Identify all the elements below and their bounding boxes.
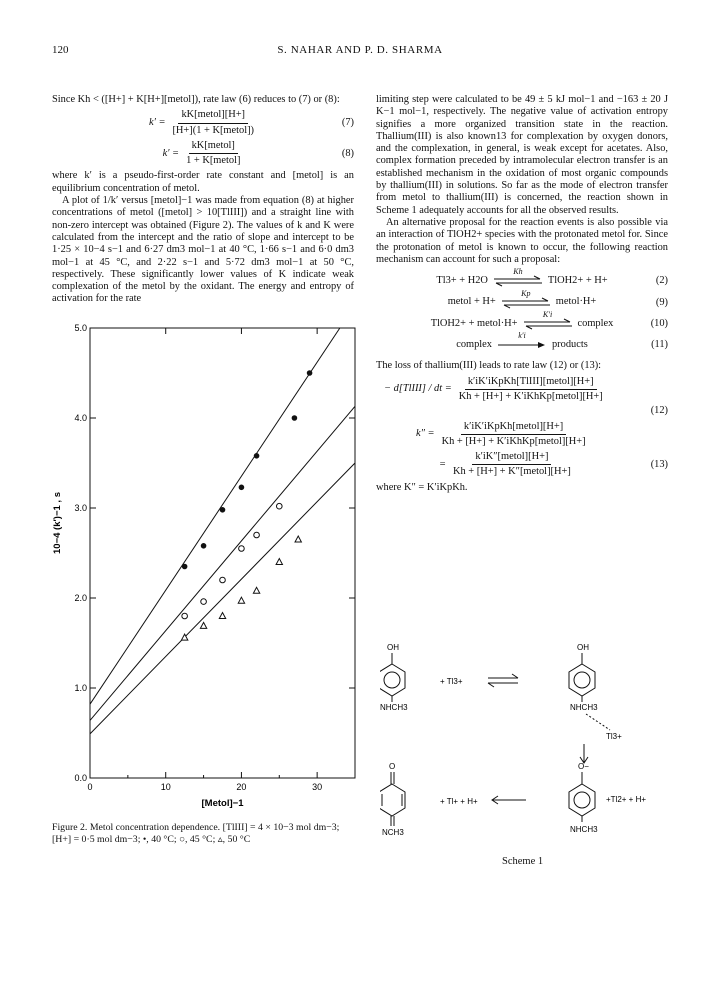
rxn2-number: (2) bbox=[655, 275, 668, 287]
equation-13b bbox=[376, 451, 668, 479]
rxn9-number: (9) bbox=[655, 296, 668, 308]
eq7-denominator: [H+](1 + K[metol]) bbox=[172, 124, 255, 136]
eq7-numerator: kK[metol][H+] bbox=[178, 109, 248, 123]
y-tick-label: 2.0 bbox=[74, 593, 87, 603]
scheme-1-caption: Scheme 1 bbox=[502, 856, 544, 867]
eq12-number: (12) bbox=[650, 405, 668, 417]
equation-13a bbox=[376, 421, 668, 449]
eq8-denominator: 1 + K[metol] bbox=[186, 155, 241, 167]
where-clause: where K″ = K′iKpKh. bbox=[376, 481, 468, 493]
plot-frame bbox=[90, 328, 355, 778]
rxn11-left: complex bbox=[456, 339, 492, 351]
reaction-10 bbox=[376, 309, 668, 330]
data-point-series-3 bbox=[276, 559, 282, 565]
fit-line-series-3 bbox=[90, 463, 355, 734]
nhch3-label: NHCH3 bbox=[380, 703, 408, 712]
x-tick-label: 20 bbox=[236, 782, 247, 792]
o-label: O bbox=[389, 762, 396, 771]
eq8-numerator: kK[metol] bbox=[189, 140, 238, 154]
page-number: 120 bbox=[52, 44, 69, 56]
data-point-series-2 bbox=[201, 599, 207, 605]
eq8-number: (8) bbox=[341, 147, 354, 159]
x-tick-label: 30 bbox=[312, 782, 323, 792]
data-point-series-1 bbox=[201, 543, 207, 549]
tl3-label: Tl3+ bbox=[606, 732, 622, 741]
eq13a-numerator: k′iK′iKpKh[metol][H+] bbox=[461, 421, 566, 435]
o-minus-label: O− bbox=[578, 762, 589, 771]
equilibrium-arrow-scheme bbox=[488, 674, 518, 687]
data-point-series-2 bbox=[182, 613, 188, 619]
rxn10-right: complex bbox=[577, 317, 614, 329]
right-paragraph-2: An alternative proposal for the reaction events is also possible via an interaction of TlOH2+ species with the protonated metol for. Since the protonation of metol is known to occur, the following reaction mechanism can account for such a proposal: bbox=[376, 216, 668, 265]
rxn2-right: TlOH2+ + H+ bbox=[547, 275, 608, 287]
plus-tl-label: + Tl3+ bbox=[440, 677, 463, 686]
left-column bbox=[52, 94, 354, 306]
eq12-denominator: Kh + [H+] + K′iKhKp[metol][H+] bbox=[458, 390, 603, 402]
rxn11-constant: k′i bbox=[518, 331, 526, 341]
data-point-series-2 bbox=[239, 546, 245, 552]
rxn10-left: TlOH2+ + metol·H+ bbox=[430, 317, 518, 329]
equation-12 bbox=[376, 376, 668, 404]
data-point-series-2 bbox=[254, 532, 260, 538]
forward-arrow bbox=[498, 331, 546, 351]
data-point-series-1 bbox=[307, 370, 313, 376]
page-header bbox=[52, 44, 668, 64]
rxn2-constant: Kh bbox=[513, 267, 523, 277]
down-arrow bbox=[580, 744, 588, 763]
eq7-number: (7) bbox=[341, 116, 354, 128]
right-paragraph-3: The loss of thallium(III) leads to rate law (12) or (13): bbox=[376, 360, 602, 372]
equilibrium-arrow bbox=[502, 288, 550, 309]
rxn11-right: products bbox=[551, 339, 588, 351]
figure-2-chart bbox=[40, 318, 370, 818]
figure-2-caption: Figure 2. Metol concentration dependence. [TlIII] = 4 × 10−3 mol dm−3; [H+] = 0·5 mol dm−3; •, 40 °C; ○, 45 °C; ▵, 50 °C bbox=[52, 822, 340, 845]
rxn10-constant: K′i bbox=[542, 309, 553, 319]
data-point-series-3 bbox=[253, 587, 259, 593]
y-tick-label: 0.0 bbox=[74, 773, 87, 783]
phenol-structure-right bbox=[569, 644, 622, 741]
x-tick-label: 10 bbox=[160, 782, 171, 792]
equation-8 bbox=[52, 140, 354, 168]
data-point-series-1 bbox=[292, 415, 298, 421]
y-tick-label: 3.0 bbox=[74, 503, 87, 513]
x-tick-label: 0 bbox=[87, 782, 93, 792]
tl-h-products-label: + Tl+ + H+ bbox=[440, 797, 478, 806]
phenol-structure-left bbox=[380, 644, 408, 712]
reaction-2 bbox=[376, 267, 668, 287]
data-point-series-1 bbox=[239, 485, 245, 491]
y-axis-label: 10−4 (k′)−1 , s bbox=[52, 492, 63, 554]
right-column bbox=[376, 94, 668, 494]
rxn9-right: metol·H+ bbox=[555, 296, 597, 308]
left-paragraph-1: where k′ is a pseudo-first-order rate constant and [metol] is an equilibrium concentration of metol. bbox=[52, 170, 354, 194]
y-tick-label: 4.0 bbox=[74, 413, 87, 423]
data-point-series-2 bbox=[276, 503, 282, 509]
eq12-lhs: − d[TlIII] / dt = bbox=[384, 383, 452, 395]
left-paragraph-2: A plot of 1/k′ versus [metol]−1 was made from equation (8) at higher concentrations of metol ([metol] > 10[TlIII]) and a straight line with non-zero intercept was obtained (Figure 2). The values of k and K were calculated from the intercept and the ratio of slope and intercept to be 1·25 × 10−4 s−1 and 6·27 dm3 mol−1 at 40 °C, 1·66 s−1 and 6·0 dm3 mol−1 at 45 °C, and 2·22 s−1 and 5·72 dm3 mol−1 at 50 °C, respectively. These significantly lower values of K indicate weak complexation of the metol by the oxidant. The energy and entropy of activation for the rate bbox=[52, 195, 354, 305]
eq13b-number: (13) bbox=[650, 458, 668, 470]
nch3-label: NCH3 bbox=[382, 828, 404, 837]
eq8-lhs: k′ = bbox=[162, 147, 180, 159]
y-tick-label: 1.0 bbox=[74, 683, 87, 693]
scheme-1-diagram bbox=[380, 644, 670, 844]
equilibrium-arrow bbox=[494, 267, 542, 287]
rxn2-left: Tl3+ + H2O bbox=[436, 275, 488, 287]
eq7-lhs: k′ = bbox=[148, 116, 166, 128]
rxn9-left: metol + H+ bbox=[447, 296, 496, 308]
nhch3-label: NHCH3 bbox=[570, 825, 598, 834]
rxn9-constant: Kp bbox=[521, 288, 531, 298]
back-arrow bbox=[492, 796, 526, 804]
oh-label: OH bbox=[577, 644, 589, 652]
eq13a-denominator: Kh + [H+] + K′iKhKp[metol][H+] bbox=[441, 435, 586, 447]
eq13b-lhs: = bbox=[439, 458, 447, 470]
data-point-series-3 bbox=[200, 622, 206, 628]
left-intro: Since Kh < ([H+] + K[H+][metol]), rate law (6) reduces to (7) or (8): bbox=[52, 94, 340, 105]
data-point-series-1 bbox=[254, 453, 260, 459]
phenoxide-structure bbox=[569, 762, 598, 834]
equilibrium-arrow bbox=[524, 309, 572, 330]
data-point-series-3 bbox=[238, 597, 244, 603]
y-tick-label: 5.0 bbox=[74, 323, 87, 333]
data-point-series-2 bbox=[220, 577, 226, 583]
nhch3-label: NHCH3 bbox=[570, 703, 598, 712]
reaction-9 bbox=[376, 288, 668, 308]
data-point-series-3 bbox=[219, 613, 225, 619]
eq13b-denominator: Kh + [H+] + K″[metol][H+] bbox=[453, 466, 571, 478]
eq12-numerator: k′iK′iKpKh[TlIII][metol][H+] bbox=[465, 376, 597, 390]
data-point-series-3 bbox=[295, 536, 301, 542]
data-point-series-1 bbox=[220, 507, 226, 513]
running-title: S. NAHAR AND P. D. SHARMA bbox=[277, 44, 443, 56]
rxn10-number: (10) bbox=[650, 317, 668, 329]
data-point-series-1 bbox=[182, 564, 188, 570]
rxn11-number: (11) bbox=[651, 339, 668, 351]
equation-7 bbox=[52, 109, 354, 137]
right-paragraph-1: limiting step were calculated to be 49 ± 5 kJ mol−1 and −163 ± 20 J K−1 mol−1, respectively. The negative value of activation entropy signifies a more organized transition state in the reaction. Thallium(III) is also known13 for complexation by oxygen donors, and the complexation, in general, is weak except for acetates. Also, complex formation preceded by intramolecular electron transfer is an established mechanism in the oxidation of most organic compounds by thallium(III) in solutions. So far as the mode of electron transfer from metol to thallium(III) is concerned, the reaction shown in Scheme 1 adequately accounts for all the observed results. bbox=[376, 94, 668, 216]
reaction-11 bbox=[376, 331, 668, 351]
eq13b-numerator: k′iK″[metol][H+] bbox=[472, 451, 551, 465]
quinone-imine-structure bbox=[380, 762, 405, 837]
fit-line-series-2 bbox=[90, 406, 355, 720]
eq13a-lhs: k″ = bbox=[416, 428, 435, 440]
oh-label: OH bbox=[387, 644, 399, 652]
x-axis-label: [Metol]−1 bbox=[201, 798, 244, 809]
tl2-h-label: +Tl2+ + H+ bbox=[606, 795, 647, 804]
